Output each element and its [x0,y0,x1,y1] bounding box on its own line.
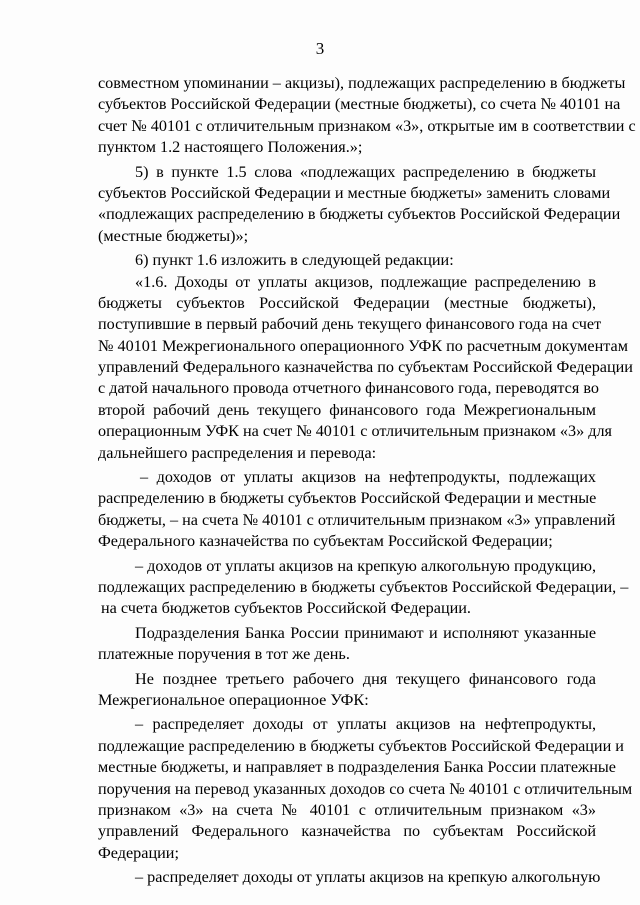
text-line: – доходов от уплаты акцизов на крепкую алкогольную продукцию, [135,556,596,575]
text-line: Межрегиональное операционное УФК: [98,690,369,709]
text-line: управлений Федерального казначейства по субъектам Российской Федерации [98,358,633,377]
text-line: подлежащие распределению в бюджеты субъектов Российской Федерации и [98,736,624,755]
text-line: – распределяет доходы от уплаты акцизов на нефтепродукты, [135,715,596,734]
text-line: счет № 40101 с отличительным признаком «3», открытые им в соответствии с [98,116,636,135]
text-line: Федерации; [98,843,179,862]
text-line: Подразделения Банка России принимают и исполняют указанные [135,623,596,642]
text-line: «1.6. Доходы от уплаты акцизов, подлежащие распределению в [135,272,596,291]
document-body [98,73,636,888]
text-line: 6) пункт 1.6 изложить в следующей редакции: [135,251,454,270]
text-line: второй рабочий день текущего финансового года Межрегиональным [98,400,596,419]
text-line: подлежащих распределению в бюджеты субъектов Российской Федерации, – [98,577,629,596]
text-line: дальнейшего распределения и перевода: [98,443,377,462]
text-line: бюджеты субъектов Российской Федерации (местные бюджеты), [98,293,596,312]
text-line: распределению в бюджеты субъектов Российской Федерации и местные [98,489,597,508]
text-line: бюджеты, – на счета № 40101 с отличительным признаком «3» управлений [98,510,616,529]
text-line: признаком «3» на счета № 40101 с отличительным признаком «3» [98,800,596,819]
text-line: – распределяет доходы от уплаты акцизов на крепкую алкогольную [135,868,601,887]
text-line: управлений Федерального казначейства по субъектам Российской [98,822,596,841]
text-line: поручения на перевод указанных доходов со счета № 40101 с отличительным [98,779,633,798]
text-line: поступившие в первый рабочий день текущего финансового года на счет [98,315,602,334]
text-line: – доходов от уплаты акцизов на нефтепродукты, подлежащих [140,468,596,487]
text-line: субъектов Российской Федерации и местные бюджеты» заменить словами [98,183,611,202]
text-line: (местные бюджеты)»; [98,226,249,245]
text-line: Не позднее третьего рабочего дня текущего финансового года [135,669,596,688]
text-line: пунктом 1.2 настоящего Положения.»; [98,138,363,157]
text-line: субъектов Российской Федерации (местные бюджеты), со счета № 40101 на [98,95,621,114]
text-line: 5) в пункте 1.5 слова «подлежащих распределению в бюджеты [135,162,596,181]
text-line: «подлежащих распределению в бюджеты субъектов Российской Федерации [98,205,621,224]
text-line: на счета бюджетов субъектов Российской Федерации. [101,599,471,618]
text-line: Федерального казначейства по субъектам Российской Федерации; [98,532,553,551]
text-line: с датой начального провода отчетного финансового года, переводятся во [98,379,599,398]
page-number: 3 [315,39,325,58]
text-line: № 40101 Межрегионального операционного УФК по расчетным документам [98,336,628,355]
text-line: платежные поручения в тот же день. [98,645,350,664]
text-line: операционным УФК на счет № 40101 с отличительным признаком «3» для [98,422,612,441]
text-line: местные бюджеты, и направляет в подразделения Банка России платежные [98,758,616,777]
text-line: совместном упоминании – акцизы), подлежащих распределению в бюджеты [98,74,626,92]
